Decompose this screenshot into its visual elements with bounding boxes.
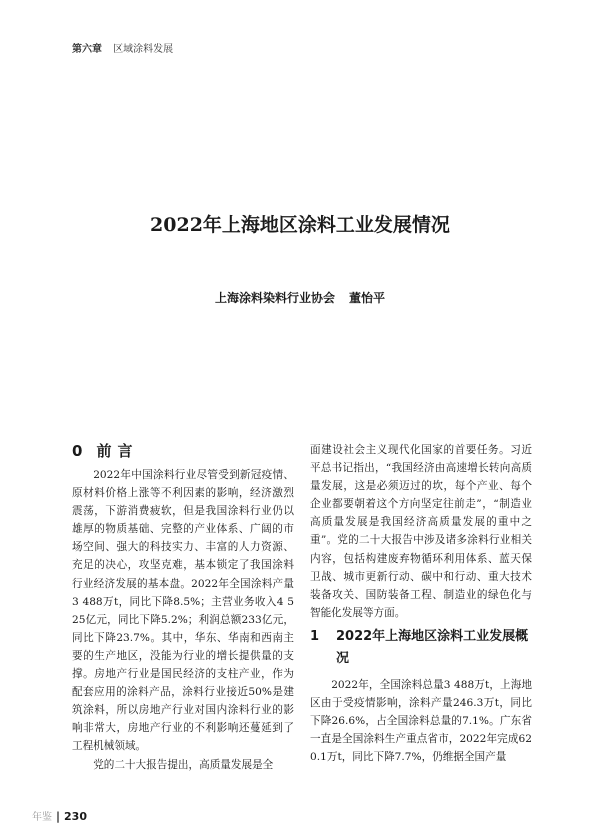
section-title: 前言 [96, 442, 139, 460]
section-number: 0 [72, 442, 83, 460]
section-title: 2022年上海地区涂料工业发展概况 [336, 628, 529, 666]
chapter-label: 第六章 [72, 44, 102, 55]
paragraph-shanghai-output: 2022年，全国涂料总量3 488万t，上海地区由于受疫情影响，涂料产量246.3万t，同比下降26.6%，占全国涂料总量的7.1%。广东省一直是全国涂料生产重点省市，2022年完成620.1万t，同比下降7.7%，仍维据全国产量 [310, 678, 532, 764]
paragraph-industry-overview: 2022年中国涂料行业尽管受到新冠疫情、原材料价格上涨等不利因素的影响，经济激烈震荡，下游消费疲软，但是我国涂料行业仍以雄厚的物质基础、完整的产业体系、广阔的市场空间、强大的科技实力、丰富的人力资源、充足的决心，攻坚克难，基本锁定了我国涂料行业经济发展的基本盘。2022年全国涂料产量3 488万t，同比下降8.5%；主营业务收入4 525亿元，同比下降5.2%；利润总额233亿元，同比下降23.7%。其中，华东、华南和西南主要的生产地区，没能为行业的增长提供量的支撑。房地产行业是国民经济的支柱产业，作为配套应用的涂料产品，涂料行业接近50%是建筑涂料，所以房地产行业对国内涂料行业的影响非常大，房地产行业的不利影响还蔓延到了工程机械领域。 [72, 469, 294, 753]
section-label: 区域涂料发展 [113, 44, 174, 55]
author-organization: 上海涂料染料行业协会 [214, 291, 335, 305]
section-heading-overview [310, 626, 532, 670]
running-header [72, 40, 173, 55]
left-column [72, 440, 294, 774]
paragraph-report-start: 党的二十大报告提出，高质量发展是全 [93, 758, 274, 771]
section-number: 1 [310, 628, 320, 644]
section-heading-preface [72, 440, 294, 462]
page-number: 230 [64, 810, 87, 823]
footer-divider: | [56, 810, 61, 823]
author-line [0, 289, 600, 306]
paragraph-report-continued: 面建设社会主义现代化国家的首要任务。习近平总书记指出，“我国经济由高速增长转向高质量发展，这是必须迈过的坎，每个产业、每个企业都要朝着这个方向坚定往前走”，“制造业高质量发展是我国经济高质量发展的重中之重”。党的二十大报告中涉及诸多涂料行业相关内容，包括构建废弃物循环利用体系、蓝天保卫战、城市更新行动、碳中和行动、重大技术装备攻关、国防装备工程、制造业的绿色化与智能化发展等方面。 [310, 444, 532, 619]
right-column [310, 441, 532, 766]
author-name: 董怡平 [349, 291, 386, 305]
page-footer [32, 808, 87, 823]
yearbook-label: 年鉴 [32, 812, 52, 823]
article-title: 2022年上海地区涂料工业发展情况 [150, 214, 450, 236]
